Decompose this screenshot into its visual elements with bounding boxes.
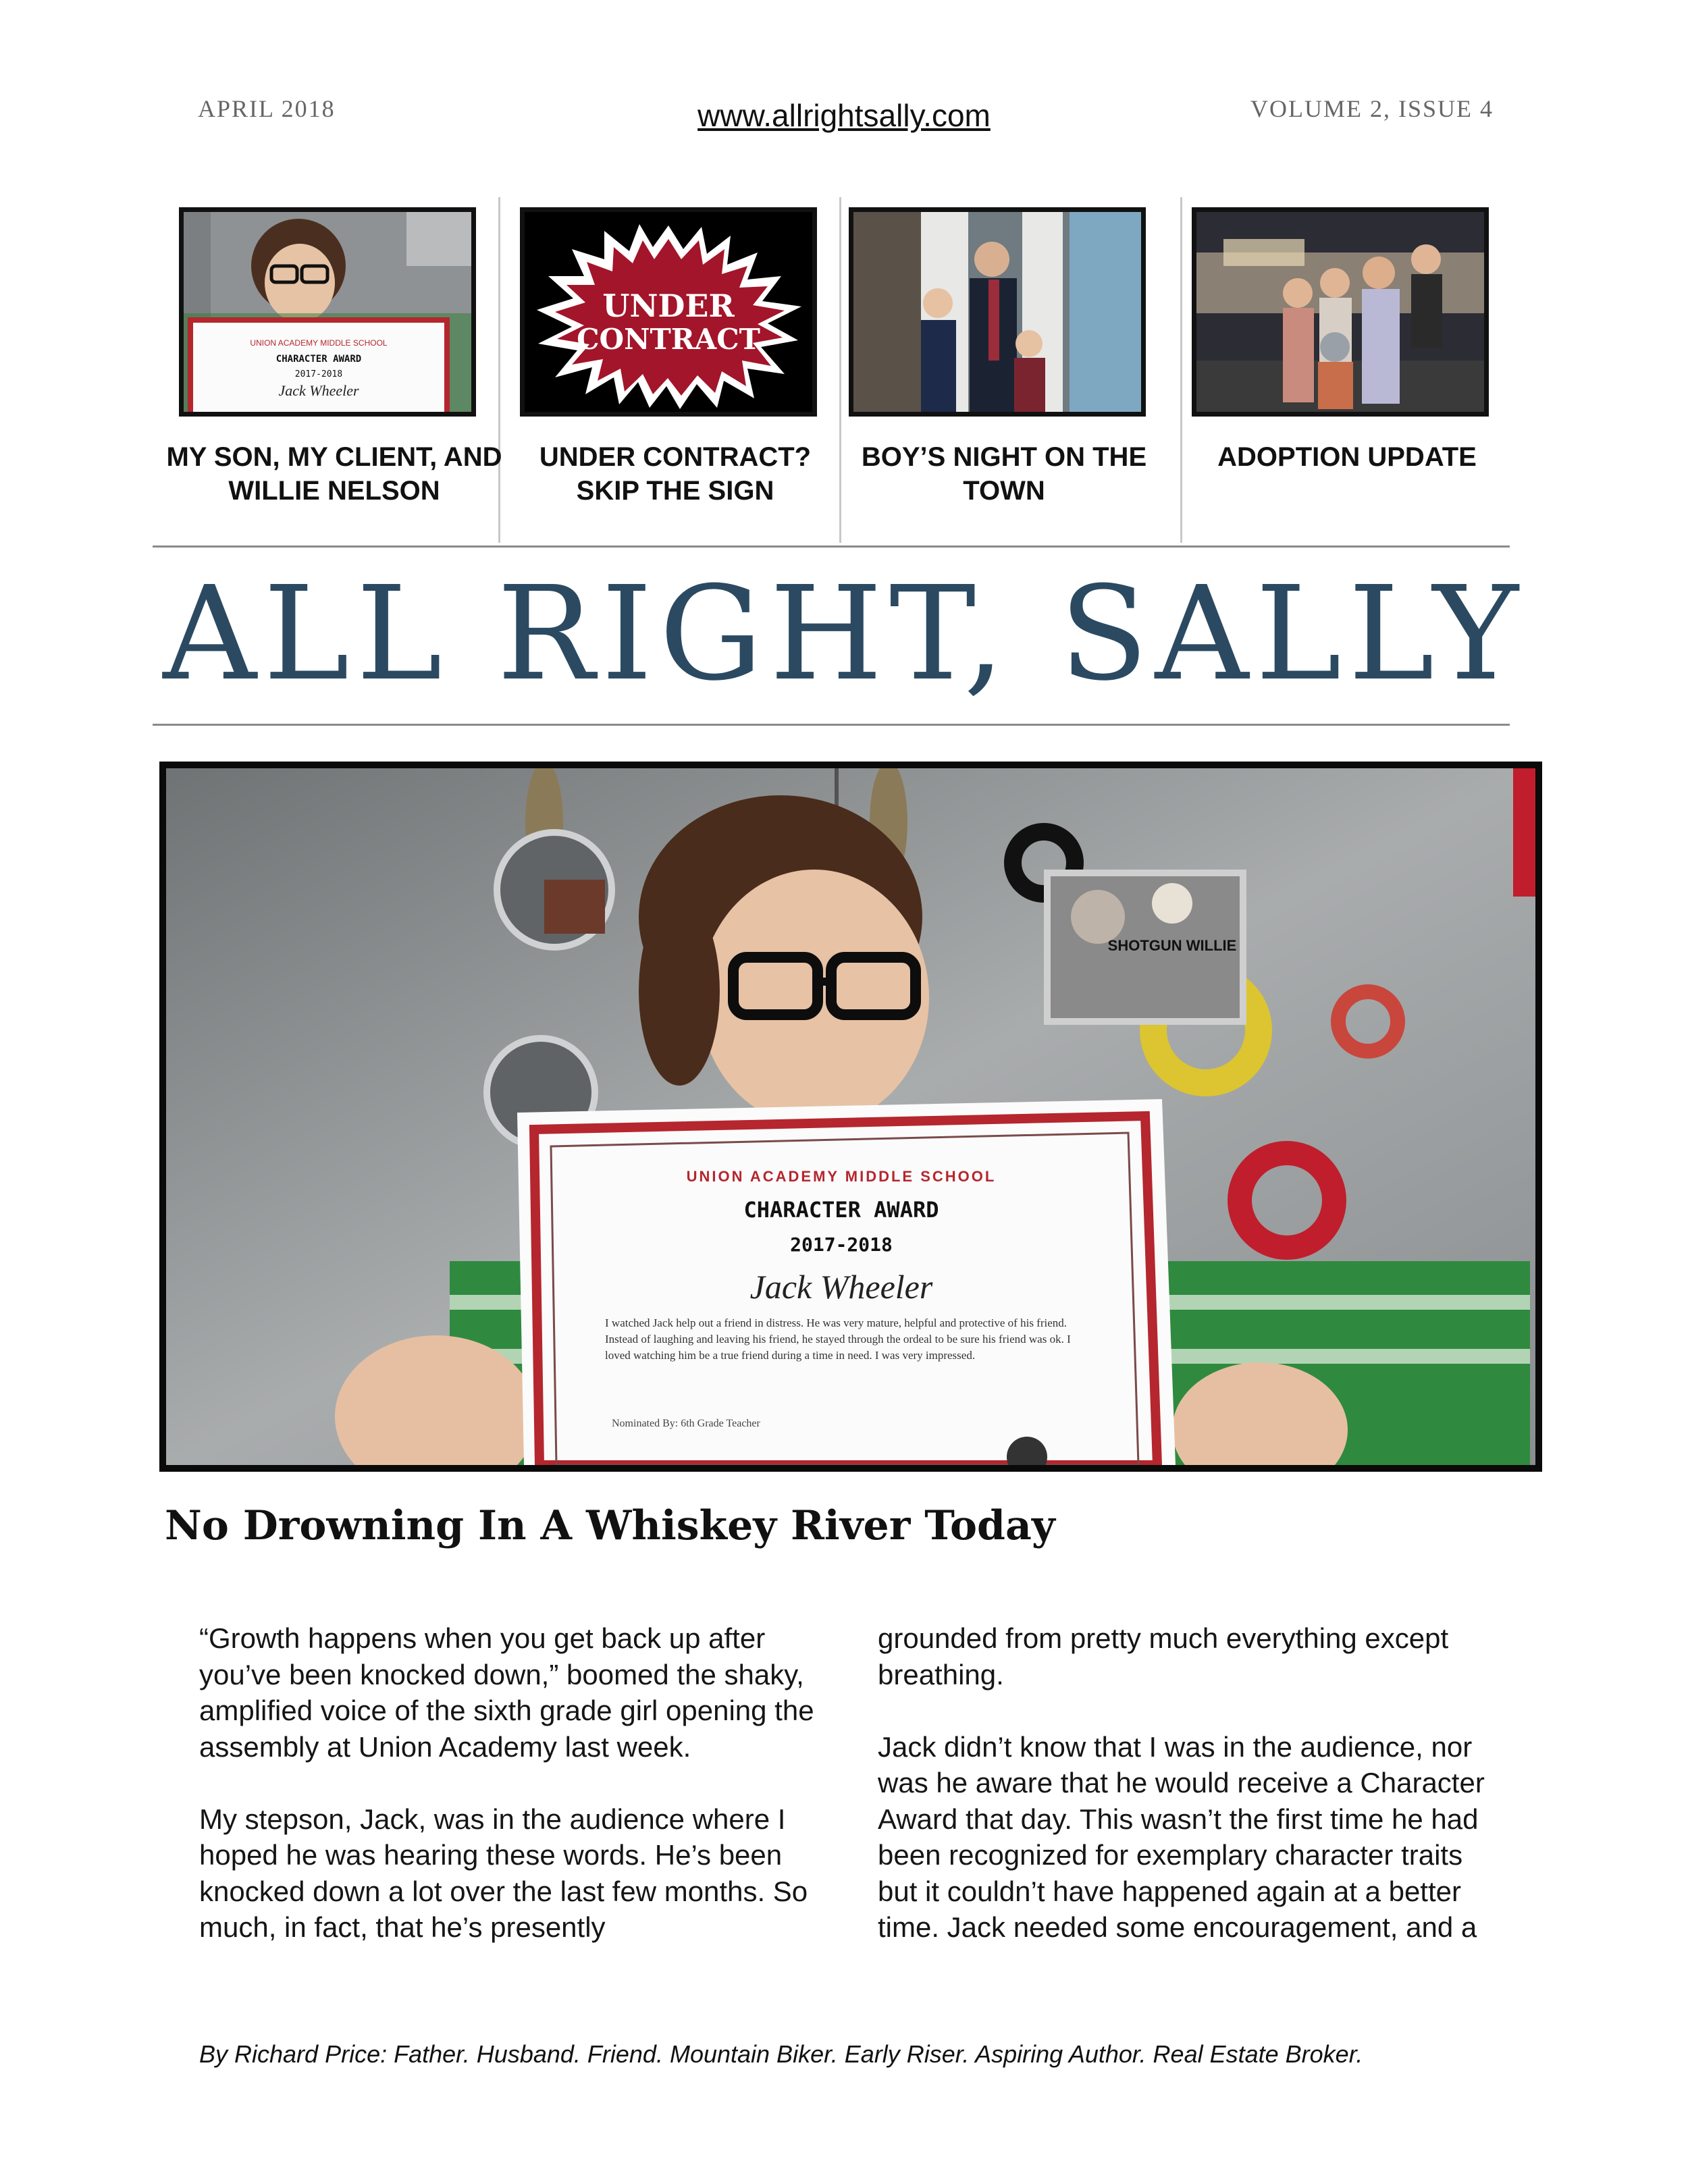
photo-magnet-shirt-text: SHOTGUN WILLIE	[1107, 937, 1237, 954]
teaser-son-client[interactable]	[165, 197, 503, 541]
author-byline: By Richard Price: Father. Husband. Friend. Mountain Biker. Early Riser. Aspiring Author. Real Estate Broker.	[199, 2040, 1363, 2068]
paragraph: My stepson, Jack, was in the audience where I hoped he was hearing these words. He’s been knocked down a lot over the last few months. So much, in fact, that he’s presently	[199, 1803, 808, 1943]
paragraph: Jack didn’t know that I was in the audience, nor was he aware that he would receive a Character Award that day. This wasn’t the first time he had been recognized for exemplary character traits but it couldn’t have happened again at a better time. Jack needed some encouragement, and a	[878, 1730, 1485, 1943]
teaser-photo-certificate	[179, 207, 476, 417]
teaser-under-contract[interactable]	[506, 197, 844, 541]
article-column-1	[199, 1620, 827, 1981]
sign-line-2: CONTRACT	[577, 323, 760, 356]
masthead-rule-top	[153, 545, 1510, 548]
sign-line-1: UNDER	[602, 288, 735, 324]
masthead-rule-bottom	[153, 724, 1510, 726]
cert-nominated: Nominated By: 6th Grade Teacher	[612, 1418, 760, 1429]
hero-photo	[159, 762, 1542, 1472]
teaser-photo-sign	[520, 207, 817, 417]
website-link[interactable]: www.allrightsally.com	[697, 98, 991, 133]
teaser-photo-family	[1192, 207, 1489, 417]
cert-award: CHARACTER AWARD	[743, 1197, 939, 1223]
under-contract-starburst	[525, 212, 812, 412]
cert-body: I watched Jack help out a friend in distress. He was very mature, helpful and protective of his friend. Instead of laughing and leaving his friend, he stayed through the ordeal to be sure his friend was ok. I loved watching him be a true friend during a time in need. I was very impressed.	[605, 1316, 1071, 1362]
issue-volume: VOLUME 2, ISSUE 4	[1250, 95, 1494, 122]
teaser-adoption-update[interactable]	[1178, 197, 1516, 541]
cert-school: UNION ACADEMY MIDDLE SCHOOL	[686, 1168, 997, 1185]
thumb-cert-school: UNION ACADEMY MIDDLE SCHOOL	[250, 338, 388, 348]
father-and-sons-thumbnail	[853, 212, 1141, 412]
thumb-cert-year: 2017-2018	[294, 369, 343, 379]
teaser-title: ADOPTION UPDATE	[1217, 442, 1477, 472]
article-headline: No Drowning In A Whiskey River Today	[165, 1502, 1055, 1549]
paragraph: grounded from pretty much everything except breathing.	[878, 1622, 1449, 1690]
teaser-title: UNDER CONTRACT? SKIP THE SIGN	[539, 442, 812, 506]
masthead-title: ALL RIGHT, SALLY	[163, 559, 1525, 710]
article-column-2	[878, 1620, 1506, 1981]
thumb-cert-name: Jack Wheeler	[278, 382, 359, 399]
cert-year: 2017-2018	[790, 1233, 893, 1256]
thumb-cert-award: CHARACTER AWARD	[275, 354, 362, 365]
teaser-title: MY SON, MY CLIENT, AND WILLIE NELSON	[166, 442, 502, 506]
cert-name: Jack Wheeler	[749, 1268, 933, 1306]
paragraph: “Growth happens when you get back up after you’ve been knocked down,” boomed the shaky, amplified voice of the sixth grade girl opening the assembly at Union Academy last week.	[199, 1622, 814, 1763]
issue-date: APRIL 2018	[198, 95, 336, 122]
teaser-photo-family-men	[849, 207, 1146, 417]
boy-with-certificate-thumbnail	[184, 212, 471, 412]
teaser-boys-night[interactable]	[835, 197, 1173, 541]
boy-holding-award-photo	[166, 768, 1535, 1465]
family-night-thumbnail	[1196, 212, 1484, 412]
teaser-title: BOY’S NIGHT ON THE TOWN	[861, 442, 1147, 506]
